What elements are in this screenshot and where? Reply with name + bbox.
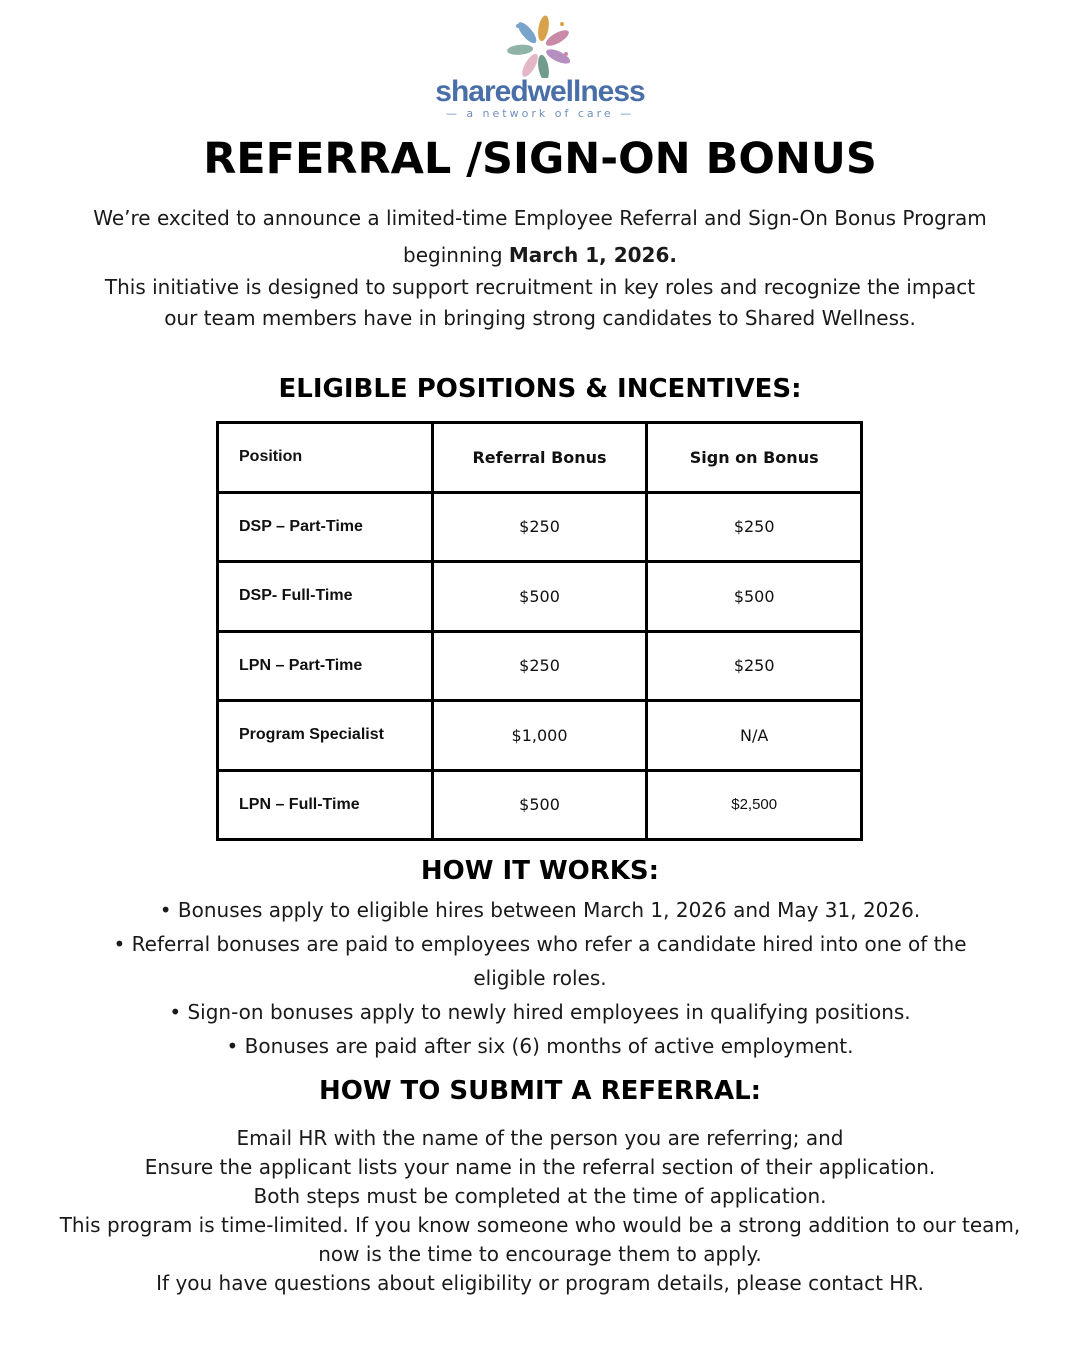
brand-logo xyxy=(0,14,1080,120)
list-item: • Referral bonuses are paid to employees who refer a candidate hired into one of the eligible roles. xyxy=(113,932,967,990)
sign-on-bonus-cell: $500 xyxy=(647,562,862,632)
start-date: March 1, 2026. xyxy=(508,243,677,267)
sign-on-bonus-cell: N/A xyxy=(647,701,862,771)
table-row xyxy=(218,631,862,701)
sign-on-bonus-cell: $250 xyxy=(647,492,862,562)
list-item: • Sign-on bonuses apply to newly hired employees in qualifying positions. xyxy=(169,1000,911,1024)
position-cell: DSP – Part-Time xyxy=(218,492,433,562)
referral-bonus-cell: $500 xyxy=(432,562,647,632)
header-sign-on-bonus: Sign on Bonus xyxy=(647,423,862,493)
position-cell: LPN – Part-Time xyxy=(218,631,433,701)
referral-bonus-cell: $1,000 xyxy=(432,701,647,771)
header-referral-bonus: Referral Bonus xyxy=(432,423,647,493)
table-row xyxy=(218,492,862,562)
instruction-line: Both steps must be completed at the time of application. xyxy=(253,1184,827,1208)
brand-tagline: — a network of care — xyxy=(445,107,635,120)
table-row xyxy=(218,701,862,771)
sign-on-bonus-cell: $250 xyxy=(647,631,862,701)
position-cell: Program Specialist xyxy=(218,701,433,771)
list-item: • Bonuses apply to eligible hires between March 1, 2026 and May 31, 2026. xyxy=(159,898,921,922)
instruction-line: Ensure the applicant lists your name in the referral section of their application. xyxy=(144,1155,936,1179)
referral-bonus-cell: $250 xyxy=(432,631,647,701)
table-row xyxy=(218,562,862,632)
how-it-works-list xyxy=(80,893,1000,1063)
incentives-table xyxy=(216,421,863,841)
instruction-line: This program is time-limited. If you know someone who would be a strong addition to our team, now is the time to encourage them to apply. xyxy=(59,1213,1021,1266)
submit-instructions xyxy=(40,1124,1040,1298)
brand-wordmark: sharedwellness xyxy=(435,75,645,108)
referral-bonus-cell: $250 xyxy=(432,492,647,562)
table-header-row xyxy=(218,423,862,493)
position-cell: LPN – Full-Time xyxy=(218,770,433,840)
hands-flower-icon xyxy=(500,14,580,78)
table-row xyxy=(218,770,862,840)
list-item: • Bonuses are paid after six (6) months of active employment. xyxy=(226,1034,854,1058)
instruction-line: Email HR with the name of the person you are referring; and xyxy=(236,1126,844,1150)
intro-announcement-text: We’re excited to announce a limited-time Employee Referral and Sign-On Bonus Program beginning xyxy=(93,206,987,267)
submit-referral-heading: HOW TO SUBMIT A REFERRAL: xyxy=(318,1076,762,1106)
intro-description: This initiative is designed to support recruitment in key roles and recognize the impact our team members have in bringing strong candidates to Shared Wellness. xyxy=(104,275,976,330)
instruction-line: If you have questions about eligibility or program details, please contact HR. xyxy=(156,1271,924,1295)
sign-on-bonus-cell: $2,500 xyxy=(647,770,862,840)
page-title: REFERRAL /SIGN-ON BONUS xyxy=(203,134,877,184)
intro-announcement xyxy=(90,200,990,274)
position-cell: DSP- Full-Time xyxy=(218,562,433,632)
referral-bonus-cell: $500 xyxy=(432,770,647,840)
header-position: Position xyxy=(218,423,433,493)
how-it-works-heading: HOW IT WORKS: xyxy=(420,856,660,886)
eligible-heading: ELIGIBLE POSITIONS & INCENTIVES: xyxy=(278,374,802,404)
